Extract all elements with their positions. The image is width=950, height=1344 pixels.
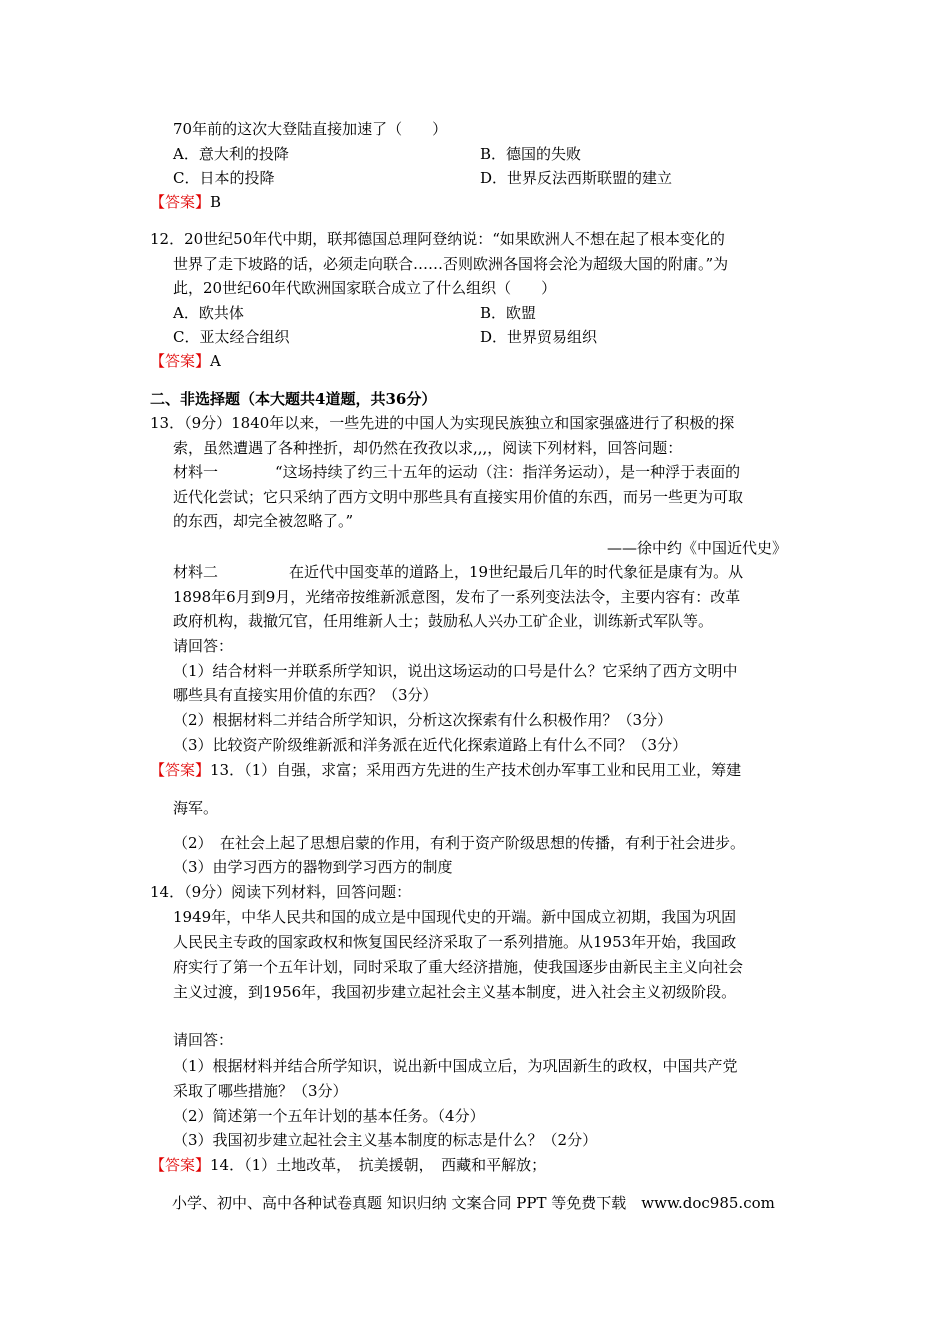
q14-material-line: 人民民主专政的国家政权和恢复国民经济采取了一系列措施。从1953年开始，我国政 bbox=[173, 933, 737, 951]
q12-option-d: D．世界贸易组织 bbox=[480, 328, 598, 346]
page-footer: 小学、初中、高中各种试卷真题 知识归纳 文案合同 PPT 等免费下载 www.doc985.com bbox=[172, 1194, 775, 1212]
q13-answer-line: 13．（1）自强，求富；采用西方先进的生产技术创办军事工业和民用工业，筹建 bbox=[210, 761, 742, 779]
q13-prompt: 请回答： bbox=[173, 637, 234, 655]
q11-option-d: D．世界反法西斯联盟的建立 bbox=[480, 169, 673, 187]
material-text-line: 的东西，却完全被忽略了。” bbox=[173, 512, 354, 530]
q12-option-a: A．欧共体 bbox=[173, 304, 244, 322]
q12-answer bbox=[150, 351, 221, 371]
q13-subquestion-line: （2）根据材料二并结合所学知识，分析这次探索有什么积极作用？（3分） bbox=[173, 711, 673, 729]
q14-answer-value: 14．（1）土地改革， 抗美援朝， 西藏和平解放； bbox=[210, 1156, 547, 1174]
q13-answer-line: （2） 在社会上起了思想启蒙的作用，有利于资产阶级思想的传播，有利于社会进步。 bbox=[173, 834, 746, 852]
answer-tag: 【答案】 bbox=[150, 1156, 211, 1174]
q11-option-b: B．德国的失败 bbox=[480, 145, 582, 163]
q14-subquestion-line: （2）简述第一个五年计划的基本任务。（4分） bbox=[173, 1107, 485, 1125]
material-label: 材料二 bbox=[173, 563, 219, 581]
material-text-line: 在近代中国变革的道路上，19世纪最后几年的时代象征是康有为。从 bbox=[289, 563, 744, 581]
q12-stem-line: 世界了走下坡路的话，必须走向联合……否则欧洲各国将会沦为超级大国的附庸。”为 bbox=[173, 255, 729, 273]
q14-material-line: 主义过渡，到1956年，我国初步建立起社会主义基本制度，进入社会主义初级阶段。 bbox=[173, 983, 737, 1001]
q13-stem-line: 13．（9分）1840年以来，一些先进的中国人为实现民族独立和国家强盛进行了积极的探 bbox=[150, 414, 735, 432]
q11-stem: 70年前的这次大登陆直接加速了（ ） bbox=[173, 120, 448, 138]
material-label: 材料一 bbox=[173, 463, 219, 481]
q13-answer-line: （3）由学习西方的器物到学习西方的制度 bbox=[173, 858, 453, 876]
q13-subquestion-line: （1）结合材料一并联系所学知识，说出这场运动的口号是什么？它采纳了西方文明中 bbox=[173, 662, 738, 680]
q11-answer bbox=[150, 192, 221, 212]
q12-stem-line: 此，20世纪60年代欧洲国家联合成立了什么组织（ ） bbox=[173, 279, 557, 297]
q13-subquestion-line: 哪些具有直接实用价值的东西？（3分） bbox=[173, 686, 438, 704]
q14-answer bbox=[150, 1155, 546, 1175]
q11-answer-value: B bbox=[210, 193, 222, 211]
q12-option-c: C．亚太经合组织 bbox=[173, 328, 290, 346]
section-title: 二、非选择题（本大题共4道题，共36分） bbox=[150, 390, 437, 408]
material-source: ——徐中约《中国近代史》 bbox=[607, 539, 788, 557]
q13-subquestion-line: （3）比较资产阶级维新派和洋务派在近代化探索道路上有什么不同？（3分） bbox=[173, 736, 688, 754]
q14-stem: 14．（9分）阅读下列材料，回答问题： bbox=[150, 883, 412, 901]
material-text-line: 政府机构，裁撤冗官，任用维新人士；鼓励私人兴办工矿企业，训练新式军队等。 bbox=[173, 612, 714, 630]
answer-tag: 【答案】 bbox=[150, 761, 211, 779]
q13-answer-line: 海军。 bbox=[173, 799, 219, 817]
q13-stem-line: 索，虽然遭遇了各种挫折，却仍然在孜孜以求,,,，阅读下列材料，回答问题： bbox=[173, 439, 683, 457]
material-text-line: 1898年6月到9月，光绪帝按维新派意图，发布了一系列变法法令，主要内容有：改革 bbox=[173, 588, 741, 606]
q13-answer bbox=[150, 760, 741, 780]
answer-tag: 【答案】 bbox=[150, 352, 211, 370]
q11-option-c: C．日本的投降 bbox=[173, 169, 275, 187]
q12-option-b: B．欧盟 bbox=[480, 304, 537, 322]
q14-material-line: 府实行了第一个五年计划，同时采取了重大经济措施，使我国逐步由新民主主义向社会 bbox=[173, 958, 744, 976]
q14-subquestion-line: （3）我国初步建立起社会主义基本制度的标志是什么？（2分） bbox=[173, 1131, 598, 1149]
q12-stem-line: 12．20世纪50年代中期，联邦德国总理阿登纳说：“如果欧洲人不想在起了根本变化的 bbox=[150, 230, 725, 248]
material-text-line: “这场持续了约三十五年的运动（注：指洋务运动），是一种浮于表面的 bbox=[275, 463, 741, 481]
q14-subquestion-line: （1）根据材料并结合所学知识，说出新中国成立后，为巩固新生的政权，中国共产党 bbox=[173, 1057, 738, 1075]
q14-prompt: 请回答： bbox=[173, 1031, 234, 1049]
answer-tag: 【答案】 bbox=[150, 193, 211, 211]
q12-answer-value: A bbox=[210, 352, 221, 370]
material-text-line: 近代化尝试；它只采纳了西方文明中那些具有直接实用价值的东西，而另一些更为可取 bbox=[173, 488, 744, 506]
q14-material-line: 1949年，中华人民共和国的成立是中国现代史的开端。新中国成立初期，我国为巩固 bbox=[173, 908, 737, 926]
q14-subquestion-line: 采取了哪些措施？（3分） bbox=[173, 1082, 348, 1100]
q11-option-a: A．意大利的投降 bbox=[173, 145, 289, 163]
